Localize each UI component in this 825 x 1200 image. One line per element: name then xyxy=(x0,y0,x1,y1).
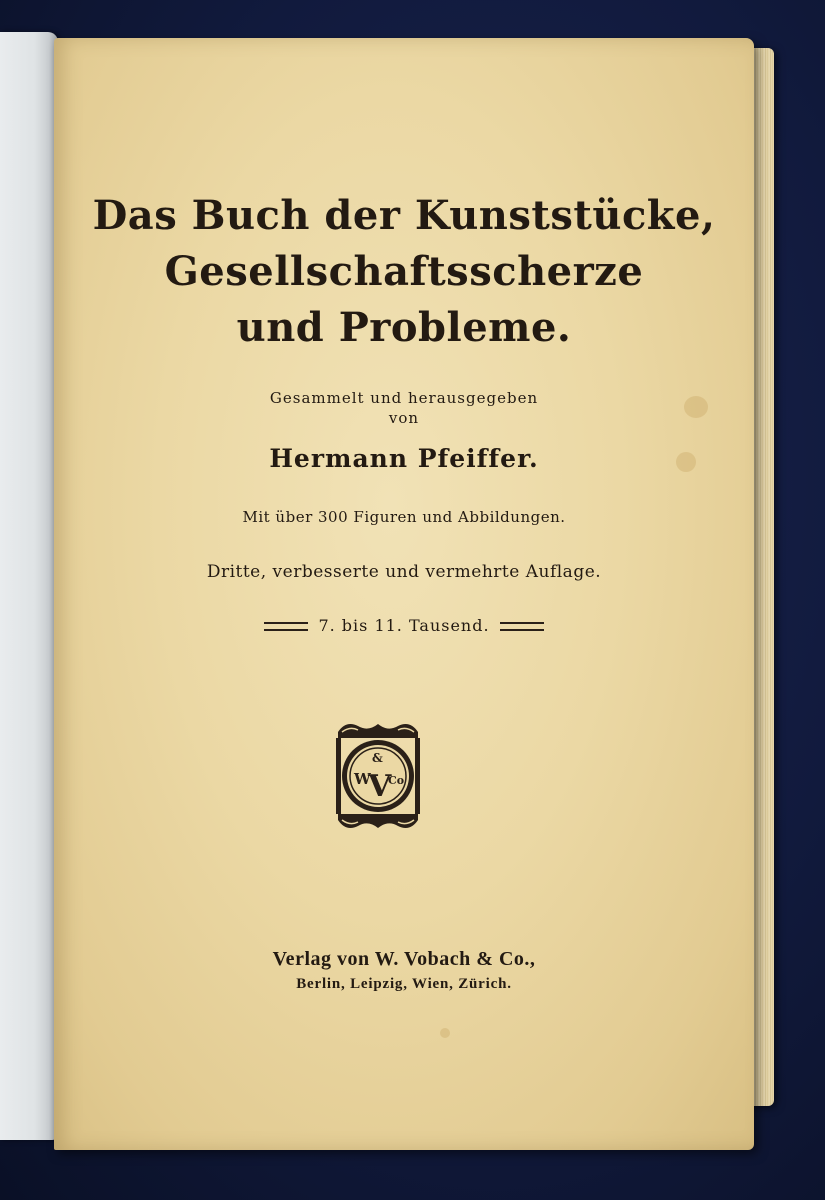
emblem-co: Co xyxy=(388,774,405,787)
print-run: 7. bis 11. Tausend. xyxy=(318,616,490,635)
edition-note: Dritte, verbesserte und vermehrte Auflage. xyxy=(206,562,602,582)
foxing-spot xyxy=(440,1028,450,1038)
figures-note: Mit über 300 Figuren und Abbildungen. xyxy=(242,508,566,526)
von-line: von xyxy=(388,409,420,427)
print-run-line xyxy=(54,616,754,635)
title-line-2: Gesellschaftsscherze xyxy=(164,248,644,295)
left-facing-page xyxy=(0,32,58,1140)
title-page xyxy=(54,38,754,1150)
double-rule-right xyxy=(500,622,544,631)
collected-line: Gesammelt und herausgegeben xyxy=(269,389,539,407)
author-name: Hermann Pfeiffer. xyxy=(269,444,539,473)
emblem-letter-v: V xyxy=(368,769,392,804)
publisher-cities: Berlin, Leipzig, Wien, Zürich. xyxy=(296,976,512,992)
title-line-3: und Probleme. xyxy=(236,304,572,351)
title-line-1: Das Buch der Kunststücke, xyxy=(92,192,716,239)
double-rule-left xyxy=(264,622,308,631)
publisher-name: Verlag von W. Vobach & Co., xyxy=(272,948,536,970)
publisher-emblem xyxy=(332,718,424,834)
book-title xyxy=(54,188,754,356)
emblem-letter-w: W xyxy=(354,770,371,788)
editor-credit xyxy=(54,388,754,428)
emblem-ampersand: & xyxy=(372,751,383,765)
